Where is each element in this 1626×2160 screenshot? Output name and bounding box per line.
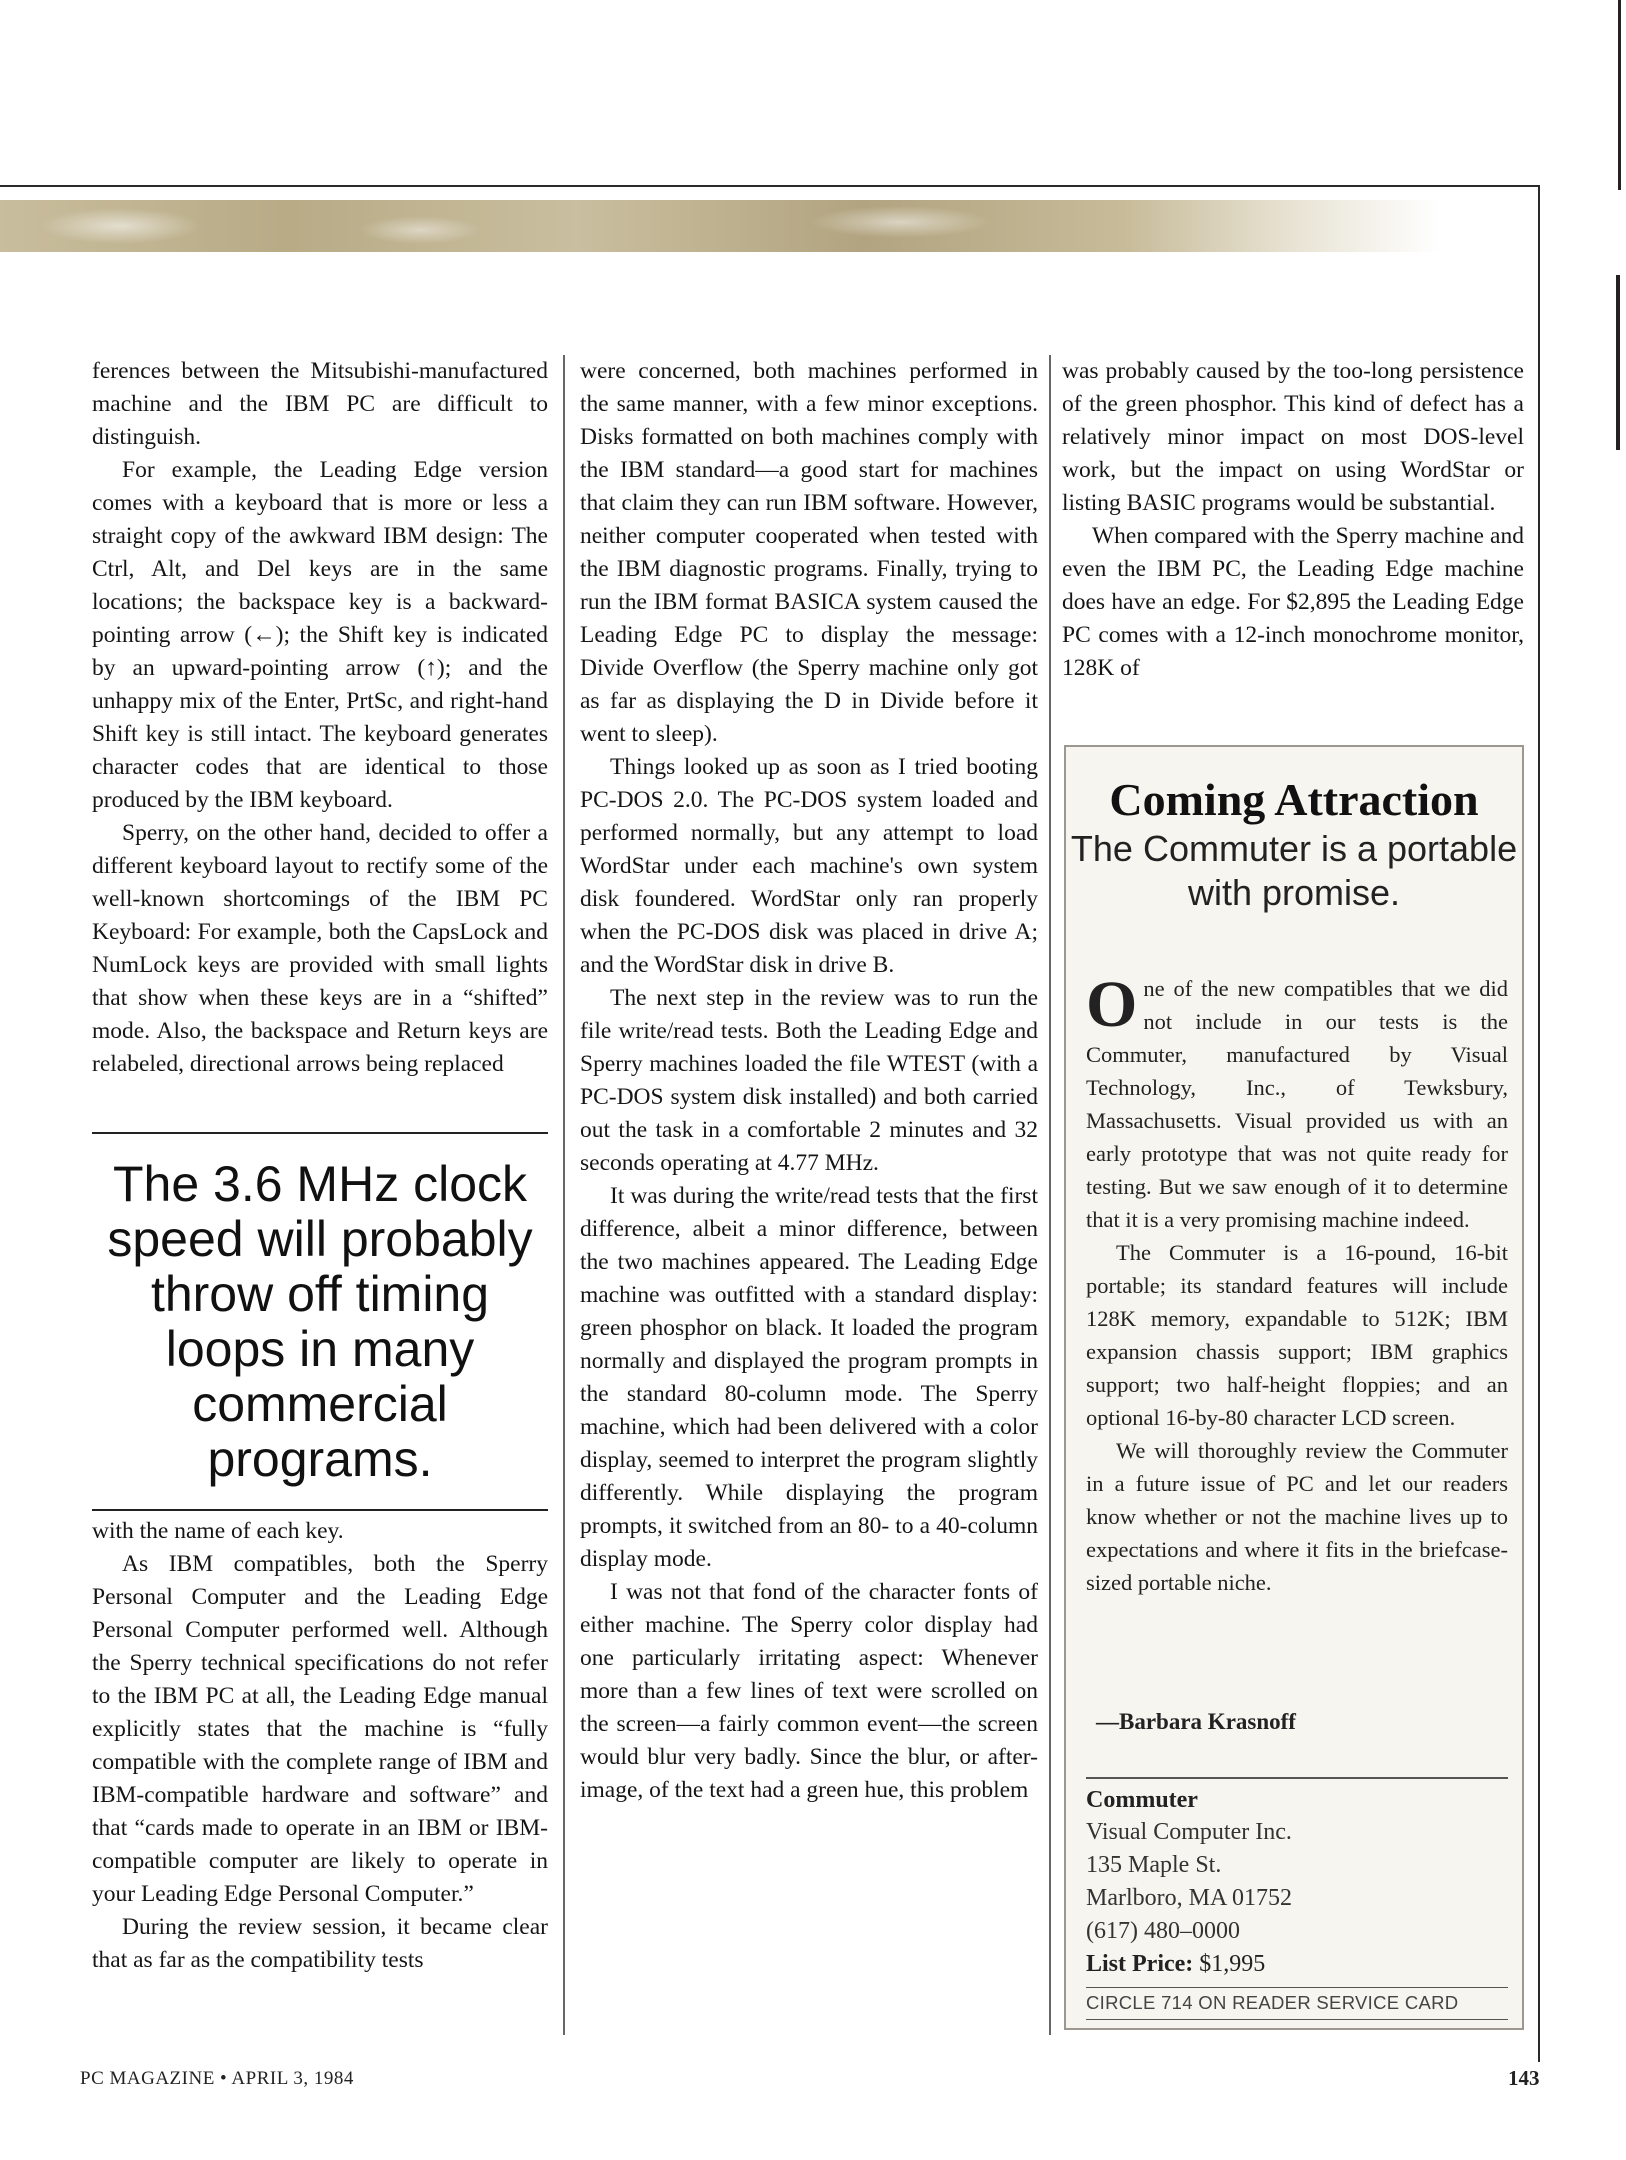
price-label: List Price: xyxy=(1086,1951,1194,1977)
sidebar-paragraph: ne of the new compatibles that we did not include in our tests is the Commuter, manufactured by Visual Technology, Inc., of Tewksbury, Massachusetts. Visual provided us with an early prototype that was not quite ready for testing. But we saw enough of it to determine that it is a very promising machine indeed. xyxy=(1086,976,1508,1232)
paragraph: with the name of each key. xyxy=(92,1518,344,1544)
paragraph: As IBM compatibles, both the Sperry Personal Computer and the Leading Edge Personal Computer performed well. Although the Sperry technical specifications do not refer to the IBM PC at all, the Leading Edge manual explicitly states that the machine is “fully compatible with the complete range of IBM and IBM-compatible hardware and software” and that “cards made to operate in an IBM or IBM-compatible computer are likely to operate in your Leading Edge Personal Computer.” xyxy=(92,1551,548,1907)
column-2 xyxy=(580,355,1038,1807)
paragraph: ferences between the Mitsubishi-manufactured machine and the IBM PC are difficult to distinguish. xyxy=(92,358,548,450)
paragraph: During the review session, it became clear that as far as the compatibility tests xyxy=(92,1914,548,1973)
pull-quote-text: The 3.6 MHz clock speed will probably throw off timing loops in many commercial programs. xyxy=(107,1155,533,1487)
paragraph: Things looked up as soon as I tried booting PC-DOS 2.0. The PC-DOS system loaded and performed normally, but any attempt to load WordStar under each machine's own system disk foundered. WordStar only ran properly when the PC-DOS disk was placed in drive A; and the WordStar disk in drive B. xyxy=(580,754,1038,978)
divider xyxy=(1086,1777,1508,1779)
paragraph: were concerned, both machines performed in the same manner, with a few minor exceptions. Disks formatted on both machines comply with the IBM standard—a good start for machines that claim they can run IBM software. However, neither computer cooperated when tested with the IBM diagnostic programs. Finally, trying to run the IBM format BASICA system caused the Leading Edge PC to display the message: Divide Overflow (the Sperry machine only got as far as displaying the D in Divide before it went to sleep). xyxy=(580,358,1038,747)
product-street: 135 Maple St. xyxy=(1086,1852,1222,1878)
column-divider xyxy=(563,355,565,2035)
divider xyxy=(1086,1987,1508,1988)
paragraph: The next step in the review was to run the file write/read tests. Both the Leading Edge and Sperry machines loaded the file WTEST (with a PC-DOS system disk installed) and both carried out the task in a comfortable 2 minutes and 32 seconds operating at 4.77 MHz. xyxy=(580,985,1038,1176)
product-name: Commuter xyxy=(1086,1787,1198,1813)
edge-mark xyxy=(1616,275,1620,450)
drop-cap: O xyxy=(1086,968,1138,1041)
sidebar-title: Coming Attraction xyxy=(1109,774,1479,825)
reader-service-note: CIRCLE 714 ON READER SERVICE CARD xyxy=(1086,1992,1459,2013)
paragraph: It was during the write/read tests that the first difference, albeit a minor difference, between the two machines appeared. The Leading Edge machine was outfitted with a standard display: green phosphor on black. It loaded the program normally and displayed the program prompts in the standard 80-column mode. The Sperry machine, which had been delivered with a color display, seemed to interpret the program slightly differently. While displaying the program prompts, it switched from an 80- to a 40-column display mode. xyxy=(580,1183,1038,1572)
header-banner-image xyxy=(0,200,1440,252)
footer-publication: PC MAGAZINE • APRIL 3, 1984 xyxy=(80,2068,354,2089)
product-price xyxy=(1086,1951,1265,1978)
paragraph: When compared with the Sperry machine and even the IBM PC, the Leading Edge machine does have an edge. For $2,895 the Leading Edge PC comes with a 12-inch monochrome monitor, 128K of xyxy=(1062,523,1524,681)
column-divider xyxy=(1049,355,1051,2035)
price-value: $1,995 xyxy=(1199,1951,1266,1977)
column-1-bottom xyxy=(92,1515,548,1977)
column-1-top xyxy=(92,355,548,1081)
paragraph: was probably caused by the too-long persistence of the green phosphor. This kind of defect has a relatively minor impact on most DOS-level work, but the impact on using WordStar or listing BASIC programs would be substantial. xyxy=(1062,358,1524,516)
sidebar-box xyxy=(1064,745,1524,2030)
sidebar-subtitle: The Commuter is a portable with promise. xyxy=(1070,828,1518,913)
product-city: Marlboro, MA 01752 xyxy=(1086,1885,1292,1911)
sidebar-paragraph: The Commuter is a 16-pound, 16-bit portable; its standard features will include 128K memory, expandable to 512K; IBM expansion chassis support; IBM graphics support; two half-height floppies; and an optional 16-by-80 character LCD screen. xyxy=(1086,1240,1508,1430)
edge-mark xyxy=(1618,0,1621,190)
sidebar-byline: —Barbara Krasnoff xyxy=(1096,1709,1296,1734)
sidebar-body xyxy=(1086,968,1508,1599)
sidebar-paragraph: We will thoroughly review the Commuter in a future issue of PC and let our readers know whether or not the machine lives up to expectations and where it fits in the briefcase-sized portable niche. xyxy=(1086,1438,1508,1595)
paragraph: For example, the Leading Edge version comes with a keyboard that is more or less a straight copy of the awkward IBM design: The Ctrl, Alt, and Del keys are in the same locations; the backspace key is a backward-pointing arrow (←); the Shift key is indicated by an upward-pointing arrow (↑); and the unhappy mix of the Enter, PrtSc, and right-hand Shift key is still intact. The keyboard generates character codes that are identical to those produced by the IBM keyboard. xyxy=(92,457,548,813)
paragraph: I was not that fond of the character fonts of either machine. The Sperry color display had one particularly irritating aspect: Whenever more than a few lines of text were scrolled on the screen—a fairly common event—the screen would blur very badly. Since the blur, or after-image, of the text had a green hue, this problem xyxy=(580,1579,1038,1803)
paragraph: Sperry, on the other hand, decided to offer a different keyboard layout to rectify some of the well-known shortcomings of the IBM PC Keyboard: For example, both the CapsLock and NumLock keys are provided with small lights that show when these keys are in a “shifted” mode. Also, the backspace and Return keys are relabeled, directional arrows being replaced xyxy=(92,820,548,1077)
page-number: 143 xyxy=(1508,2066,1540,2090)
divider xyxy=(1086,2019,1508,2020)
pull-quote xyxy=(92,1132,548,1511)
product-phone: (617) 480–0000 xyxy=(1086,1918,1240,1944)
product-company: Visual Computer Inc. xyxy=(1086,1819,1292,1845)
column-3 xyxy=(1062,355,1524,685)
